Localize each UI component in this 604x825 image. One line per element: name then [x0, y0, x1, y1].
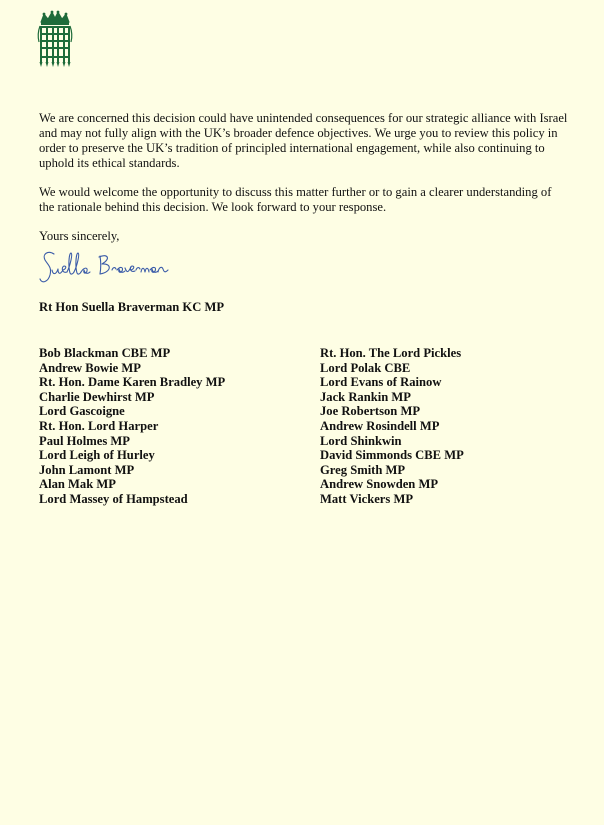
signatory: Paul Holmes MP — [39, 433, 130, 448]
signatory: Alan Mak MP — [39, 477, 116, 492]
body-paragraph-concern: We are concerned this decision could have unintended consequences for our strategic alliance with Israel and may not fully align with the UK’s broader defence objectives. We urge you to review this policy in order to preserve the UK’s tradition of principled international engagement, while also continuing to uphold its ethical standards. — [39, 111, 568, 170]
signatory: Matt Vickers MP — [320, 491, 414, 506]
signatory: Lord Leigh of Hurley — [39, 448, 155, 463]
signatory: Andrew Rosindell MP — [320, 418, 440, 433]
signatory: Jack Rankin MP — [320, 389, 411, 404]
signatory: Andrew Bowie MP — [39, 360, 141, 375]
signatory: Greg Smith MP — [320, 462, 406, 477]
signatory: Lord Evans of Rainow — [320, 375, 442, 390]
signatory: Rt. Hon. The Lord Pickles — [320, 346, 462, 360]
signatory: John Lamont MP — [39, 462, 135, 477]
signatory: Bob Blackman CBE MP — [39, 346, 171, 360]
signatory: David Simmonds CBE MP — [320, 448, 464, 463]
body-paragraph-request: We would welcome the opportunity to discuss this matter further or to gain a clearer understanding of the rationale behind this decision. We look forward to your response. — [39, 185, 552, 214]
signatory: Lord Massey of Hampstead — [39, 491, 188, 506]
signer-name: Rt Hon Suella Braverman KC MP — [39, 300, 225, 314]
signatories-right-column — [320, 346, 464, 507]
signatory: Lord Polak CBE — [320, 360, 411, 375]
signatory: Rt. Hon. Lord Harper — [39, 418, 159, 433]
signatory: Joe Robertson MP — [320, 404, 421, 419]
signatory: Andrew Snowden MP — [320, 477, 439, 492]
signatory: Lord Gascoigne — [39, 404, 125, 419]
signatory: Lord Shinkwin — [320, 433, 402, 448]
signatory: Rt. Hon. Dame Karen Bradley MP — [39, 375, 226, 390]
signatory: Charlie Dewhirst MP — [39, 389, 155, 404]
handwritten-signature — [38, 248, 198, 290]
portcullis-crest-icon — [35, 10, 75, 68]
closing-salutation: Yours sincerely, — [39, 229, 120, 243]
signatories-left-column — [39, 346, 225, 507]
